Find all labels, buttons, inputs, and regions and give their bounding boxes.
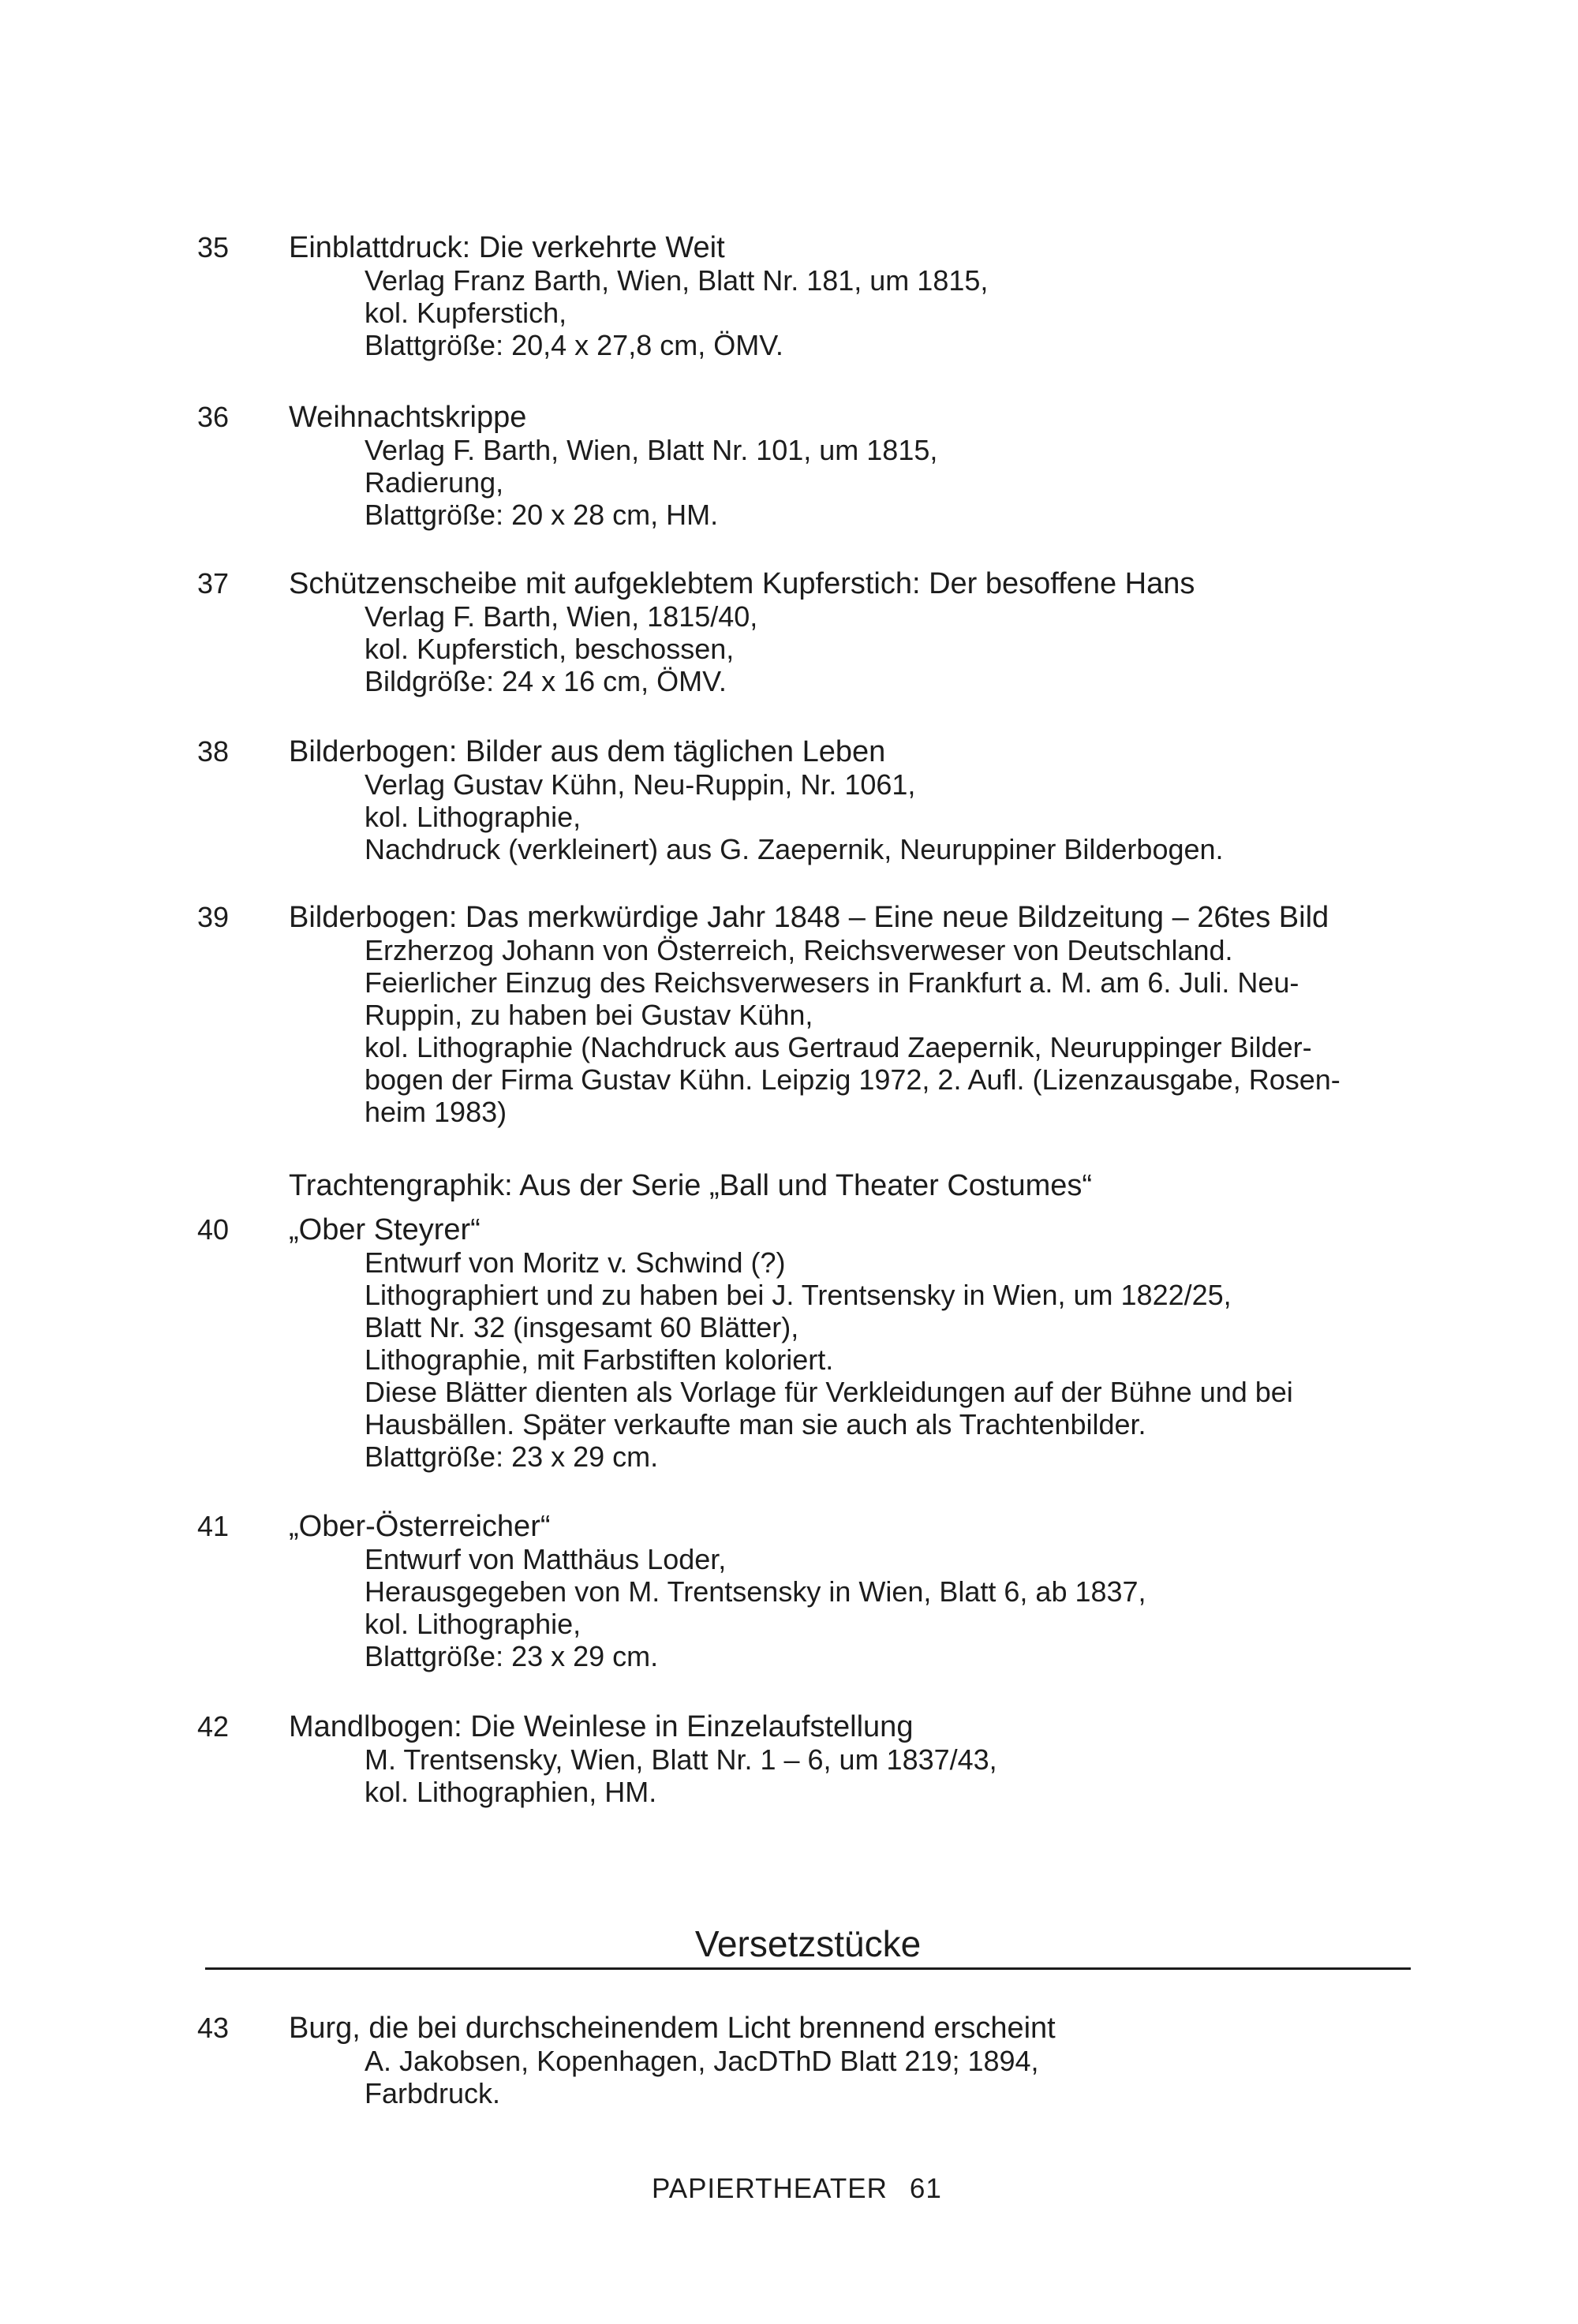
entry-title: Burg, die bei durchscheinendem Licht brennend erscheint (289, 2012, 1056, 2045)
entry-details (365, 1246, 1422, 1473)
entry-title: Bilderbogen: Bilder aus dem täglichen Leben (289, 735, 886, 768)
entry-detail-line: Lithographie, mit Farbstiften koloriert. (365, 1343, 834, 1376)
entry-detail-line: kol. Lithographie, (365, 801, 581, 833)
page-footer (652, 2173, 964, 2205)
entry-details (365, 600, 1422, 697)
entry-details (365, 934, 1422, 1128)
entry-title: Bilderbogen: Das merkwürdige Jahr 1848 – Eine neue Bildzeitung – 26tes Bild (289, 901, 1329, 934)
entry-title: Mandlbogen: Die Weinlese in Einzelaufstellung (289, 1710, 914, 1743)
entry-detail-line: heim 1983) (365, 1096, 507, 1128)
entry-number: 40 (197, 1213, 230, 1246)
entry-detail-line: Blattgröße: 23 x 29 cm. (365, 1440, 659, 1473)
entry-details (365, 768, 1422, 865)
entry-detail-line: Erzherzog Johann von Österreich, Reichsverweser von Deutschland. (365, 934, 1233, 966)
entry-detail-line: Bildgröße: 24 x 16 cm, ÖMV. (365, 665, 727, 697)
series-heading: Trachtengraphik: Aus der Serie „Ball und Theater Costumes“ (289, 1169, 1093, 1202)
entry-detail-line: kol. Lithographien, HM. (365, 1776, 657, 1808)
entry-detail-line: kol. Kupferstich, (365, 297, 567, 329)
entry-detail-line: Hausbällen. Später verkaufte man sie auch als Trachtenbilder. (365, 1408, 1146, 1440)
entry-number: 36 (197, 401, 230, 433)
entry-detail-line: Entwurf von Matthäus Loder, (365, 1543, 727, 1575)
page-number: 61 (909, 2173, 942, 2204)
entry-details (365, 434, 1422, 531)
entry-detail-line: Blattgröße: 20,4 x 27,8 cm, ÖMV. (365, 329, 783, 361)
entry-number: 39 (197, 901, 230, 933)
entry-number: 35 (197, 231, 230, 263)
entry-title: „Ober-Österreicher“ (289, 1510, 551, 1543)
entry-title: „Ober Steyrer“ (289, 1213, 481, 1246)
entry-detail-line: M. Trentsensky, Wien, Blatt Nr. 1 – 6, um 1837/43, (365, 1743, 997, 1776)
entry-detail-line: Blattgröße: 23 x 29 cm. (365, 1640, 659, 1672)
entry-detail-line: Nachdruck (verkleinert) aus G. Zaepernik, Neuruppiner Bilderbogen. (365, 833, 1224, 865)
entry-detail-line: Feierlicher Einzug des Reichsverwesers in Frankfurt a. M. am 6. Juli. Neu- (365, 966, 1299, 999)
entry-detail-line: Ruppin, zu haben bei Gustav Kühn, (365, 999, 813, 1031)
entry-details (365, 1543, 1422, 1672)
section-divider (205, 1967, 1411, 1970)
entry-detail-line: Blatt Nr. 32 (insgesamt 60 Blätter), (365, 1311, 799, 1343)
entry-detail-line: bogen der Firma Gustav Kühn. Leipzig 1972, 2. Aufl. (Lizenzausgabe, Rosen- (365, 1063, 1341, 1096)
entry-detail-line: kol. Kupferstich, beschossen, (365, 633, 735, 665)
section-heading: Versetzstücke (694, 1923, 922, 1964)
entry-detail-line: Blattgröße: 20 x 28 cm, HM. (365, 499, 719, 531)
entry-detail-line: Lithographiert und zu haben bei J. Trentsensky in Wien, um 1822/25, (365, 1279, 1232, 1311)
entry-details (365, 1743, 1422, 1808)
entry-title: Weihnachtskrippe (289, 401, 527, 434)
entry-title: Schützenscheibe mit aufgeklebtem Kupferstich: Der besoffene Hans (289, 567, 1195, 600)
entry-number: 43 (197, 2012, 230, 2044)
entry-number: 37 (197, 567, 230, 600)
entry-title: Einblattdruck: Die verkehrte Weit (289, 231, 725, 264)
entry-number: 42 (197, 1710, 230, 1743)
entry-detail-line: kol. Lithographie (Nachdruck aus Gertraud Zaepernik, Neuruppinger Bilder- (365, 1031, 1312, 1063)
entry-detail-line: Verlag Franz Barth, Wien, Blatt Nr. 181, um 1815, (365, 264, 989, 297)
entry-details (365, 2045, 1422, 2109)
entry-detail-line: kol. Lithographie, (365, 1608, 581, 1640)
entry-detail-line: Radierung, (365, 466, 504, 499)
entry-number: 38 (197, 735, 230, 768)
entry-detail-line: Diese Blätter dienten als Vorlage für Verkleidungen auf der Bühne und bei (365, 1376, 1293, 1408)
entry-number: 41 (197, 1510, 230, 1542)
entry-detail-line: Verlag Gustav Kühn, Neu-Ruppin, Nr. 1061, (365, 768, 916, 801)
entry-details (365, 264, 1422, 361)
running-title: PAPIERTHEATER (652, 2173, 888, 2204)
entry-detail-line: Farbdruck. (365, 2077, 501, 2109)
entry-detail-line: Herausgegeben von M. Trentsensky in Wien, Blatt 6, ab 1837, (365, 1575, 1146, 1608)
entry-detail-line: Verlag F. Barth, Wien, Blatt Nr. 101, um 1815, (365, 434, 938, 466)
entry-detail-line: A. Jakobsen, Kopenhagen, JacDThD Blatt 219; 1894, (365, 2045, 1039, 2077)
entry-detail-line: Verlag F. Barth, Wien, 1815/40, (365, 600, 758, 633)
entry-detail-line: Entwurf von Moritz v. Schwind (?) (365, 1246, 786, 1279)
